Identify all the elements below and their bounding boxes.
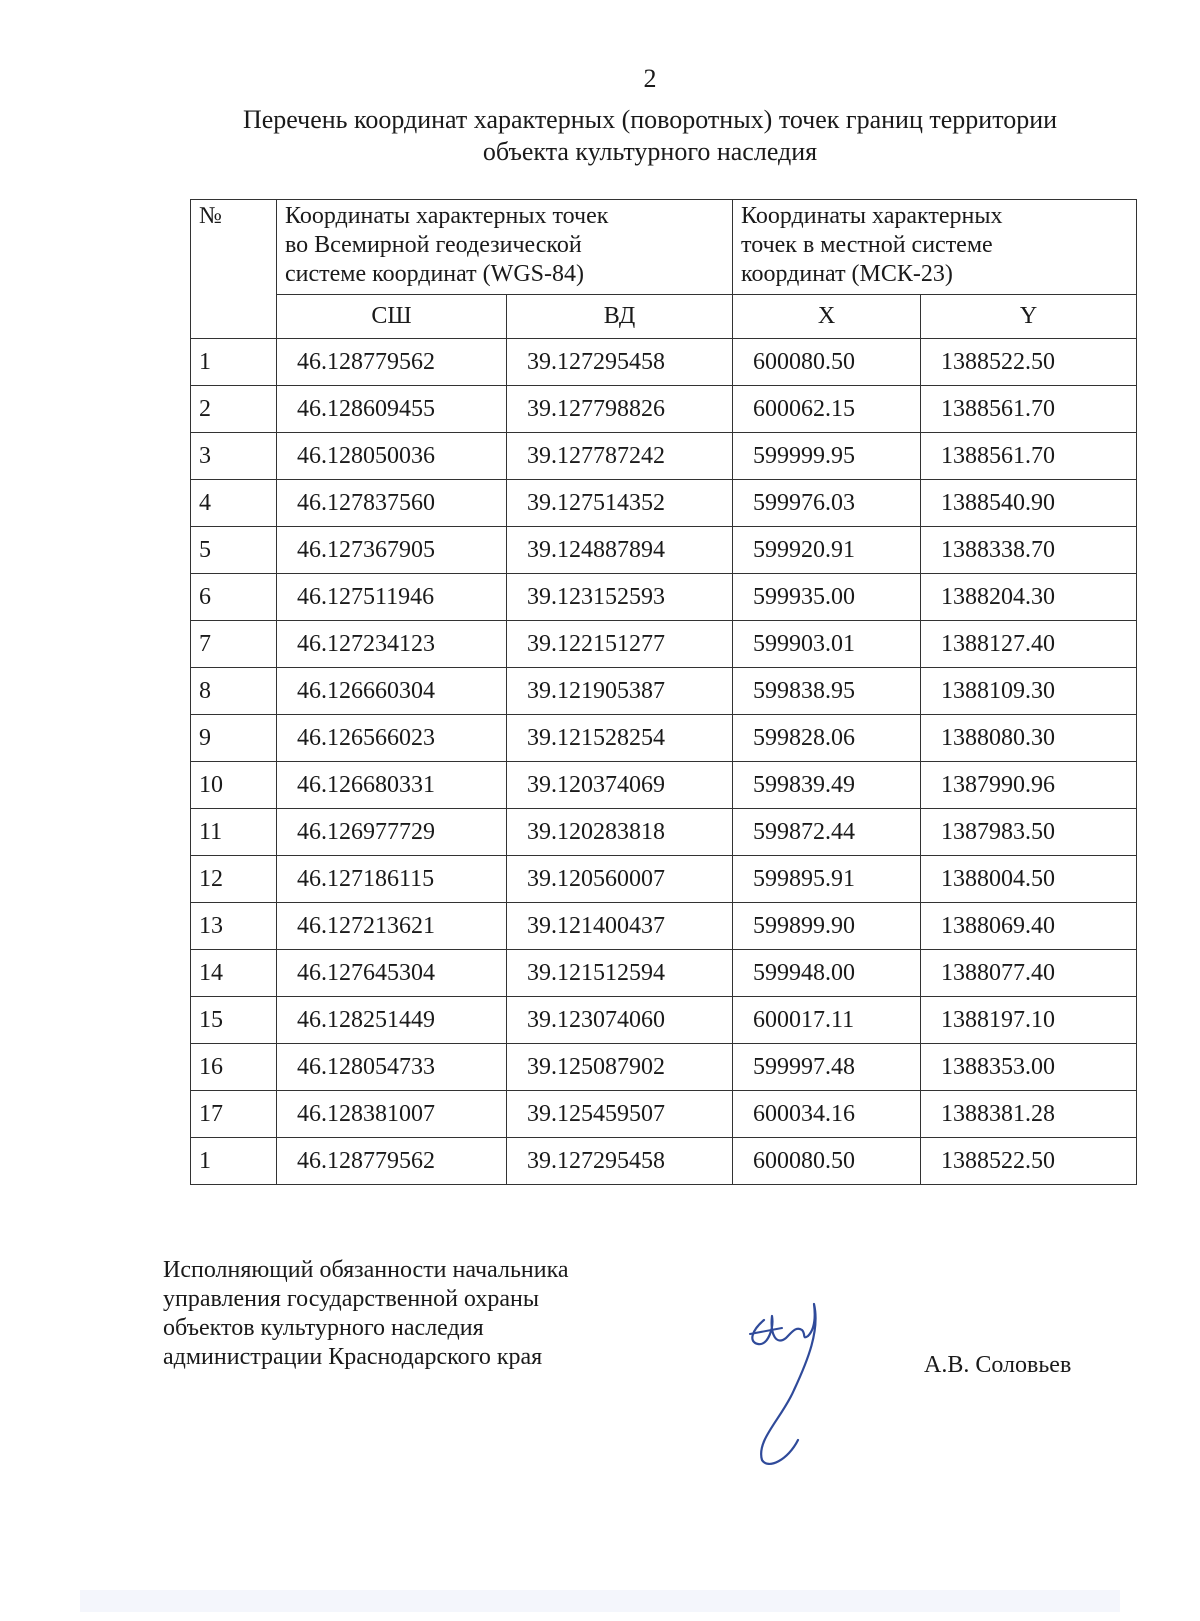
- table-row: [191, 386, 1137, 433]
- cell-y: 1387983.50: [921, 809, 1137, 856]
- table-row: [191, 997, 1137, 1044]
- signer-name: А.В. Соловьев: [924, 1352, 1072, 1378]
- position-line: Исполняющий обязанности начальника: [163, 1257, 569, 1283]
- cell-x: 599838.95: [733, 668, 921, 715]
- cell-x: 599976.03: [733, 480, 921, 527]
- cell-longitude: 39.122151277: [507, 621, 733, 668]
- cell-point-number: 3: [191, 433, 277, 480]
- signatory-position: [163, 1256, 569, 1372]
- header-wgs84-line: во Всемирной геодезической: [285, 232, 582, 258]
- cell-x: 600080.50: [733, 1138, 921, 1185]
- cell-longitude: 39.127514352: [507, 480, 733, 527]
- table-row: [191, 527, 1137, 574]
- table-row: [191, 950, 1137, 997]
- position-line: объектов культурного наследия: [163, 1315, 484, 1341]
- cell-point-number: 9: [191, 715, 277, 762]
- cell-latitude: 46.128609455: [277, 386, 507, 433]
- cell-x: 599839.49: [733, 762, 921, 809]
- cell-x: 600017.11: [733, 997, 921, 1044]
- table-body: [191, 339, 1137, 1185]
- cell-x: 600034.16: [733, 1091, 921, 1138]
- cell-x: 599999.95: [733, 433, 921, 480]
- cell-latitude: 46.126566023: [277, 715, 507, 762]
- handwritten-signature: [742, 1290, 842, 1470]
- table-row: [191, 1044, 1137, 1091]
- cell-longitude: 39.121905387: [507, 668, 733, 715]
- cell-longitude: 39.123152593: [507, 574, 733, 621]
- page-number: 2: [643, 64, 657, 93]
- cell-longitude: 39.127798826: [507, 386, 733, 433]
- cell-y: 1388197.10: [921, 997, 1137, 1044]
- cell-x: 599895.91: [733, 856, 921, 903]
- cell-point-number: 8: [191, 668, 277, 715]
- cell-y: 1388522.50: [921, 339, 1137, 386]
- cell-x: 600080.50: [733, 339, 921, 386]
- cell-longitude: 39.120283818: [507, 809, 733, 856]
- table-row: [191, 856, 1137, 903]
- cell-latitude: 46.126680331: [277, 762, 507, 809]
- cell-latitude: 46.127837560: [277, 480, 507, 527]
- cell-y: 1388109.30: [921, 668, 1137, 715]
- scan-edge-band: [80, 1590, 1120, 1612]
- cell-longitude: 39.127295458: [507, 339, 733, 386]
- cell-x: 599920.91: [733, 527, 921, 574]
- header-x: X: [733, 295, 921, 339]
- table-row: [191, 809, 1137, 856]
- table-row: [191, 339, 1137, 386]
- cell-y: 1388561.70: [921, 386, 1137, 433]
- cell-longitude: 39.123074060: [507, 997, 733, 1044]
- position-line: управления государственной охраны: [163, 1286, 539, 1312]
- cell-point-number: 6: [191, 574, 277, 621]
- cell-x: 599899.90: [733, 903, 921, 950]
- position-line: администрации Краснодарского края: [163, 1344, 543, 1370]
- cell-x: 599935.00: [733, 574, 921, 621]
- cell-point-number: 10: [191, 762, 277, 809]
- header-msk23-line: Координаты характерных: [741, 203, 1003, 229]
- cell-point-number: 1: [191, 339, 277, 386]
- cell-point-number: 14: [191, 950, 277, 997]
- cell-point-number: 13: [191, 903, 277, 950]
- cell-longitude: 39.121512594: [507, 950, 733, 997]
- header-longitude: ВД: [507, 295, 733, 339]
- title-line: объекта культурного наследия: [482, 137, 818, 166]
- cell-x: 599903.01: [733, 621, 921, 668]
- header-y: Y: [921, 295, 1137, 339]
- cell-point-number: 15: [191, 997, 277, 1044]
- cell-latitude: 46.128050036: [277, 433, 507, 480]
- cell-y: 1387990.96: [921, 762, 1137, 809]
- cell-longitude: 39.120560007: [507, 856, 733, 903]
- header-wgs84-line: системе координат (WGS-84): [285, 261, 584, 287]
- header-msk23-line: координат (МСК-23): [741, 261, 953, 287]
- cell-longitude: 39.120374069: [507, 762, 733, 809]
- cell-latitude: 46.128779562: [277, 339, 507, 386]
- cell-point-number: 4: [191, 480, 277, 527]
- cell-y: 1388540.90: [921, 480, 1137, 527]
- cell-y: 1388004.50: [921, 856, 1137, 903]
- cell-x: 599828.06: [733, 715, 921, 762]
- cell-point-number: 17: [191, 1091, 277, 1138]
- cell-longitude: 39.121528254: [507, 715, 733, 762]
- cell-y: 1388381.28: [921, 1091, 1137, 1138]
- cell-y: 1388522.50: [921, 1138, 1137, 1185]
- cell-longitude: 39.125459507: [507, 1091, 733, 1138]
- cell-x: 600062.15: [733, 386, 921, 433]
- cell-y: 1388077.40: [921, 950, 1137, 997]
- cell-longitude: 39.124887894: [507, 527, 733, 574]
- cell-point-number: 7: [191, 621, 277, 668]
- header-wgs84: [277, 200, 733, 295]
- header-msk23: [733, 200, 1137, 295]
- cell-latitude: 46.127367905: [277, 527, 507, 574]
- cell-y: 1388561.70: [921, 433, 1137, 480]
- title-line: Перечень координат характерных (поворотных) точек границ территории: [242, 105, 1058, 134]
- cell-x: 599872.44: [733, 809, 921, 856]
- cell-latitude: 46.128779562: [277, 1138, 507, 1185]
- cell-y: 1388338.70: [921, 527, 1137, 574]
- document-title: [160, 104, 1140, 168]
- table-header: [191, 200, 1137, 339]
- cell-latitude: 46.127645304: [277, 950, 507, 997]
- cell-longitude: 39.127295458: [507, 1138, 733, 1185]
- cell-latitude: 46.127511946: [277, 574, 507, 621]
- cell-point-number: 1: [191, 1138, 277, 1185]
- cell-point-number: 12: [191, 856, 277, 903]
- cell-x: 599997.48: [733, 1044, 921, 1091]
- cell-y: 1388080.30: [921, 715, 1137, 762]
- coordinates-table: [190, 199, 1137, 1185]
- cell-latitude: 46.127186115: [277, 856, 507, 903]
- table-row: [191, 762, 1137, 809]
- header-number: №: [191, 200, 277, 339]
- table-row: [191, 1138, 1137, 1185]
- cell-y: 1388204.30: [921, 574, 1137, 621]
- header-wgs84-line: Координаты характерных точек: [285, 203, 609, 229]
- table-row: [191, 621, 1137, 668]
- table-row: [191, 1091, 1137, 1138]
- cell-latitude: 46.127213621: [277, 903, 507, 950]
- table-row: [191, 433, 1137, 480]
- cell-longitude: 39.121400437: [507, 903, 733, 950]
- cell-latitude: 46.127234123: [277, 621, 507, 668]
- table-row: [191, 715, 1137, 762]
- cell-x: 599948.00: [733, 950, 921, 997]
- cell-point-number: 2: [191, 386, 277, 433]
- cell-latitude: 46.128251449: [277, 997, 507, 1044]
- table-row: [191, 668, 1137, 715]
- cell-point-number: 5: [191, 527, 277, 574]
- cell-point-number: 16: [191, 1044, 277, 1091]
- cell-latitude: 46.126660304: [277, 668, 507, 715]
- cell-point-number: 11: [191, 809, 277, 856]
- cell-y: 1388353.00: [921, 1044, 1137, 1091]
- table-row: [191, 480, 1137, 527]
- cell-longitude: 39.127787242: [507, 433, 733, 480]
- table-row: [191, 903, 1137, 950]
- cell-y: 1388069.40: [921, 903, 1137, 950]
- cell-longitude: 39.125087902: [507, 1044, 733, 1091]
- cell-latitude: 46.128381007: [277, 1091, 507, 1138]
- table-row: [191, 574, 1137, 621]
- header-latitude: СШ: [277, 295, 507, 339]
- cell-latitude: 46.126977729: [277, 809, 507, 856]
- cell-y: 1388127.40: [921, 621, 1137, 668]
- header-msk23-line: точек в местной системе: [741, 232, 993, 258]
- cell-latitude: 46.128054733: [277, 1044, 507, 1091]
